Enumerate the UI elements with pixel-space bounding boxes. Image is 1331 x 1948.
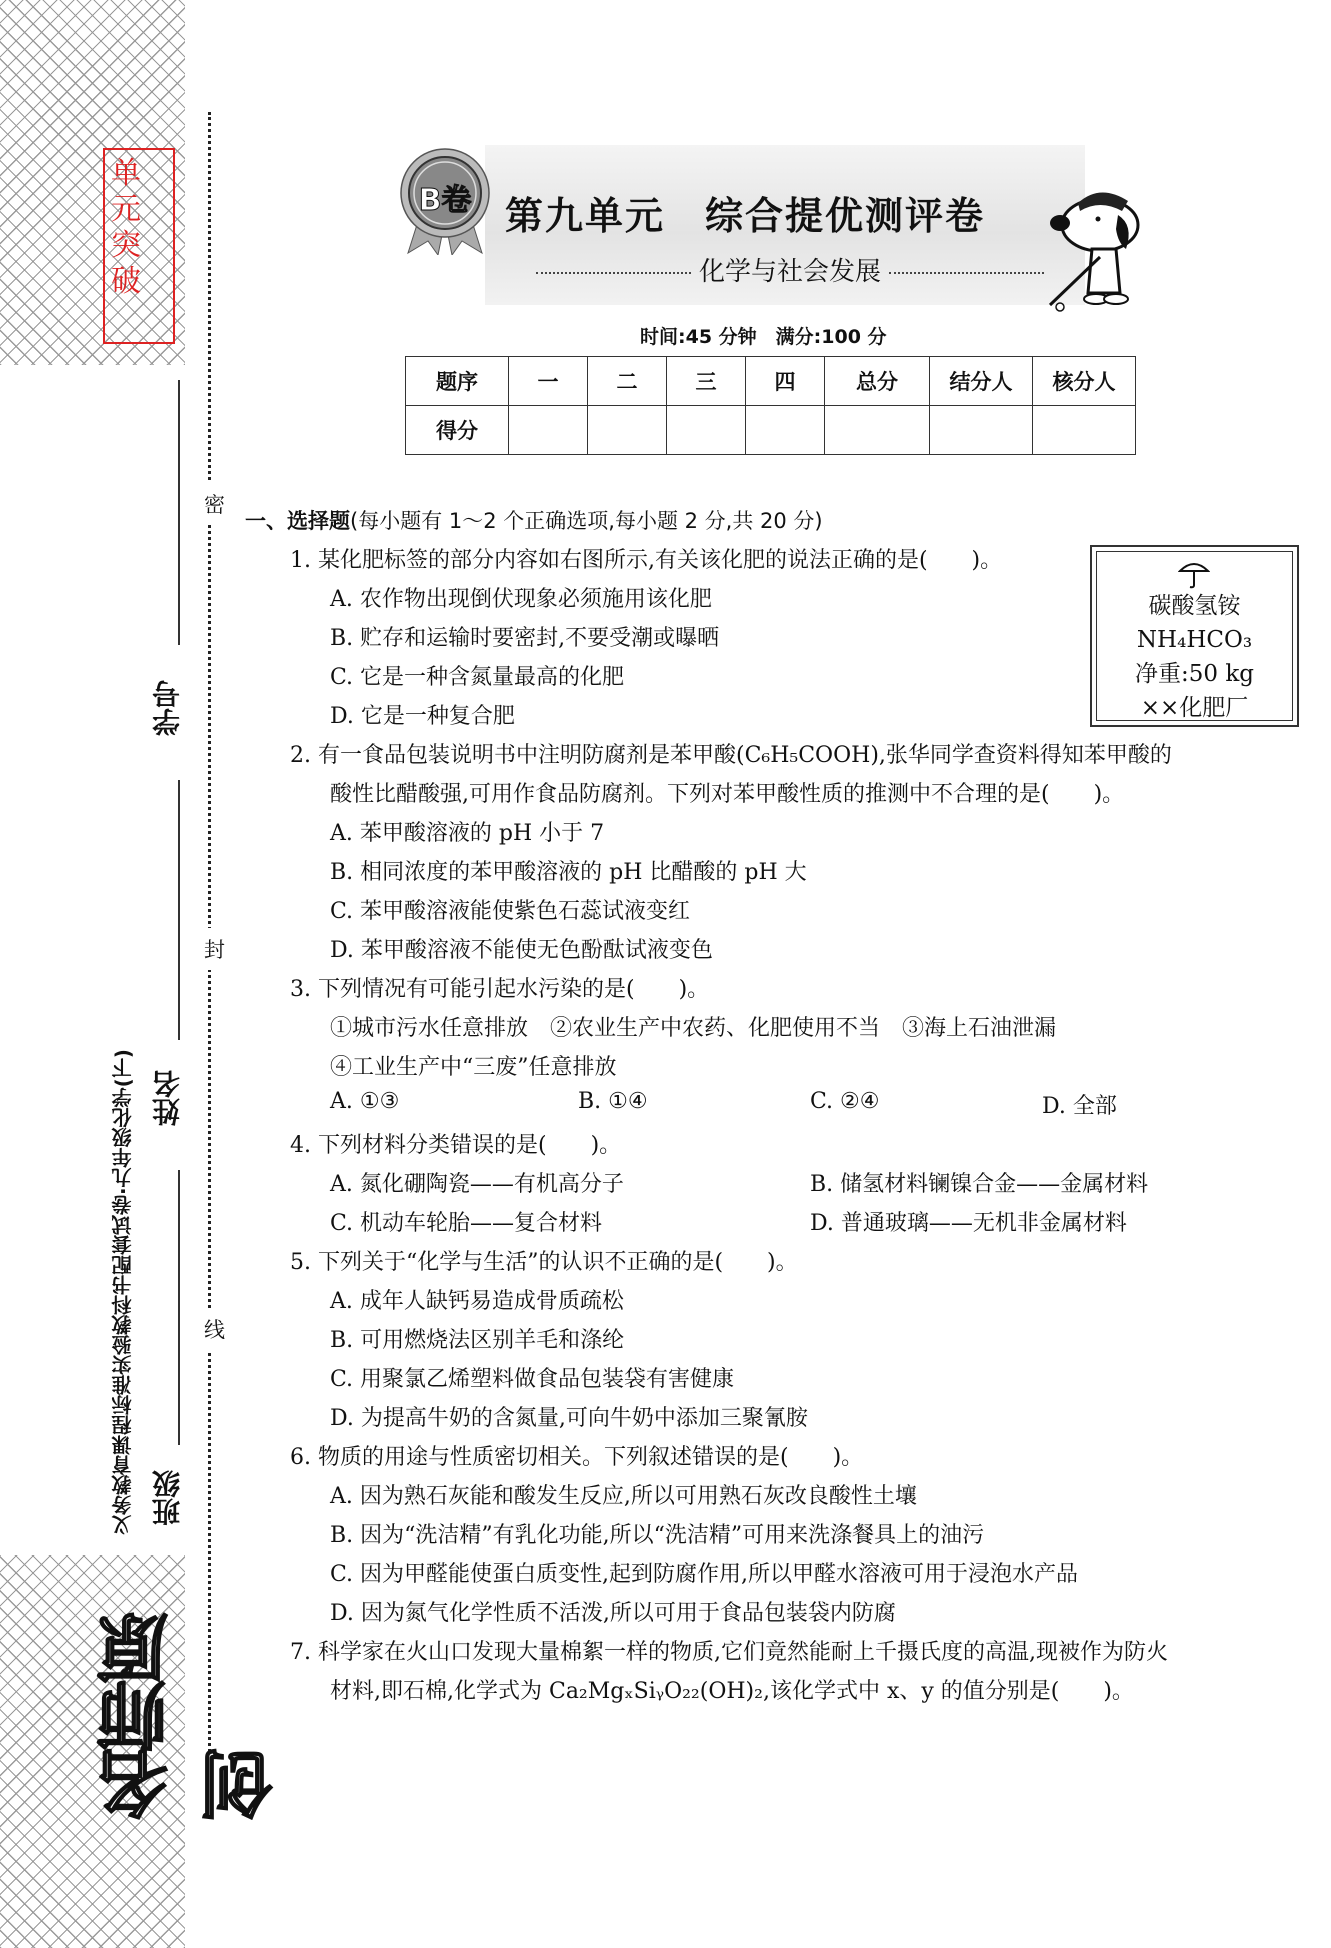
question-3-items-1: ①城市污水任意排放 ②农业生产中农药、化肥使用不当 ③海上石油泄漏	[330, 1016, 1057, 1041]
question-4-stem: 4. 下列材料分类错误的是( )。	[290, 1133, 622, 1158]
score-input-cell[interactable]	[588, 406, 667, 455]
stamp-char: 元	[111, 192, 141, 227]
question-2-stem: 2. 有一食品包装说明书中注明防腐剂是苯甲酸(C₆H₅COOH),张华同学查资料得知苯甲酸的	[290, 743, 1172, 768]
question-3-option-b[interactable]: B. ①④	[578, 1089, 648, 1114]
question-5-option-b[interactable]: B. 可用燃烧法区别羊毛和涤纶	[330, 1328, 625, 1353]
question-2-stem-cont: 酸性比醋酸强,可用作食品防腐剂。下列对苯甲酸性质的推测中不合理的是( )。	[330, 782, 1125, 807]
question-4-option-d[interactable]: D. 普通玻璃——无机非金属材料	[810, 1211, 1127, 1236]
score-header-cell: 题序	[406, 357, 509, 406]
exam-subtitle-row	[510, 251, 1070, 288]
question-6-stem: 6. 物质的用途与性质密切相关。下列叙述错误的是( )。	[290, 1445, 864, 1470]
exam-header	[390, 145, 1150, 313]
question-3-stem: 3. 下列情况有可能引起水污染的是( )。	[290, 977, 710, 1002]
seal-char-xian: 线	[204, 1308, 218, 1350]
fertilizer-label-figure	[1090, 545, 1299, 727]
student-id-label: 学号	[151, 680, 184, 736]
question-3-option-d[interactable]: D. 全部	[1042, 1094, 1117, 1119]
dotted-rule-left	[536, 272, 691, 274]
score-input-cell[interactable]	[667, 406, 746, 455]
book-series-title: 义务教育课程标准实验教科书配套试卷·九年级化学(下)	[111, 1049, 135, 1535]
question-3-option-c[interactable]: C. ②④	[810, 1089, 880, 1114]
question-7-stem: 7. 科学家在火山口发现大量棉絮一样的物质,它们竟然能耐上千摄氏度的高温,现被作为防火	[290, 1640, 1168, 1665]
question-3-option-a[interactable]: A. ①③	[330, 1089, 400, 1114]
brand-logo-text: 名师原创	[95, 1616, 284, 1820]
score-header-cell: 三	[667, 357, 746, 406]
question-5-option-d[interactable]: D. 为提高牛奶的含氮量,可向牛奶中添加三聚氰胺	[330, 1406, 808, 1431]
question-6-option-d[interactable]: D. 因为氮气化学性质不活泼,所以可用于食品包装袋内防腐	[330, 1601, 896, 1626]
question-6-option-a[interactable]: A. 因为熟石灰能和酸发生反应,所以可用熟石灰改良酸性土壤	[330, 1484, 917, 1509]
label-text	[1092, 589, 1297, 725]
question-1-option-b[interactable]: B. 贮存和运输时要密封,不要受潮或曝晒	[330, 626, 720, 651]
question-5-option-c[interactable]: C. 用聚氯乙烯塑料做食品包装袋有害健康	[330, 1367, 735, 1392]
score-input-cell[interactable]	[746, 406, 825, 455]
score-table-score-row	[406, 406, 1136, 455]
score-input-cell[interactable]	[509, 406, 588, 455]
question-2-option-b[interactable]: B. 相同浓度的苯甲酸溶液的 pH 比醋酸的 pH 大	[330, 860, 807, 885]
score-row-label: 得分	[406, 406, 509, 455]
score-header-cell: 一	[509, 357, 588, 406]
question-5-option-a[interactable]: A. 成年人缺钙易造成骨质疏松	[330, 1289, 624, 1314]
umbrella-keep-dry-icon	[1178, 559, 1210, 589]
score-input-cell[interactable]	[930, 406, 1033, 455]
question-2-option-c[interactable]: C. 苯甲酸溶液能使紫色石蕊试液变红	[330, 899, 691, 924]
score-header-cell: 二	[588, 357, 667, 406]
section-note: (每小题有 1～2 个正确选项,每小题 2 分,共 20 分)	[350, 509, 823, 533]
question-4-option-a[interactable]: A. 氮化硼陶瓷——有机高分子	[330, 1172, 624, 1197]
student-id-line	[178, 380, 180, 645]
score-header-cell: 总分	[825, 357, 930, 406]
stamp-char: 破	[111, 264, 141, 299]
question-4-option-b[interactable]: B. 储氢材料镧镍合金——金属材料	[810, 1172, 1149, 1197]
question-7-stem-cont: 材料,即石棉,化学式为 Ca₂MgₓSiᵧO₂₂(OH)₂,该化学式中 x、y 的值分别是( )。	[330, 1679, 1134, 1704]
name-line	[178, 780, 180, 1040]
unit-breakthrough-stamp	[103, 148, 175, 344]
question-1-stem: 1. 某化肥标签的部分内容如右图所示,有关该化肥的说法正确的是( )。	[290, 548, 1003, 573]
dotted-rule-right	[889, 272, 1044, 274]
question-1-option-d[interactable]: D. 它是一种复合肥	[330, 704, 515, 729]
score-header-cell: 核分人	[1033, 357, 1136, 406]
exam-subtitle: 化学与社会发展	[698, 257, 881, 287]
seal-char-feng: 封	[204, 928, 218, 970]
label-manufacturer: ××化肥厂	[1140, 695, 1249, 721]
stamp-char: 突	[111, 228, 141, 263]
question-4-option-c[interactable]: C. 机动车轮胎——复合材料	[330, 1211, 603, 1236]
name-label: 姓名	[151, 1070, 184, 1126]
score-header-cell: 结分人	[930, 357, 1033, 406]
stamp-char: 单	[111, 156, 141, 191]
section-title: 一、选择题	[245, 509, 350, 533]
class-line	[178, 1170, 180, 1445]
section-heading	[245, 505, 823, 535]
snoopy-golfer-illustration	[1030, 185, 1160, 315]
score-header-cell: 四	[746, 357, 825, 406]
score-table-header-row	[406, 357, 1136, 406]
score-input-cell[interactable]	[825, 406, 930, 455]
seal-char-mi: 密	[204, 483, 218, 525]
score-input-cell[interactable]	[1033, 406, 1136, 455]
question-6-option-c[interactable]: C. 因为甲醛能使蛋白质变性,起到防腐作用,所以甲醛水溶液可用于浸泡水产品	[330, 1562, 1079, 1587]
question-3-items-2: ④工业生产中“三废”任意排放	[330, 1055, 617, 1080]
question-2-option-d[interactable]: D. 苯甲酸溶液不能使无色酚酞试液变色	[330, 938, 713, 963]
class-label: 班级	[151, 1470, 184, 1526]
label-net-weight: 净重:50 kg	[1135, 661, 1254, 687]
exam-title: 第九单元 综合提优测评卷	[505, 194, 986, 238]
question-2-option-a[interactable]: A. 苯甲酸溶液的 pH 小于 7	[330, 821, 605, 846]
question-6-option-b[interactable]: B. 因为“洗洁精”有乳化功能,所以“洗洁精”可用来洗涤餐具上的油污	[330, 1523, 985, 1548]
label-product-name: 碳酸氢铵	[1148, 593, 1241, 619]
label-formula: NH₄HCO₃	[1136, 627, 1253, 653]
question-1-option-a[interactable]: A. 农作物出现倒伏现象必须施用该化肥	[330, 587, 712, 612]
exam-time-and-score: 时间:45 分钟 满分:100 分	[640, 326, 887, 348]
badge-label: B卷	[418, 183, 472, 218]
question-5-stem: 5. 下列关于“化学与生活”的认识不正确的是( )。	[290, 1250, 798, 1275]
score-table	[405, 356, 1136, 455]
question-1-option-c[interactable]: C. 它是一种含氮量最高的化肥	[330, 665, 625, 690]
